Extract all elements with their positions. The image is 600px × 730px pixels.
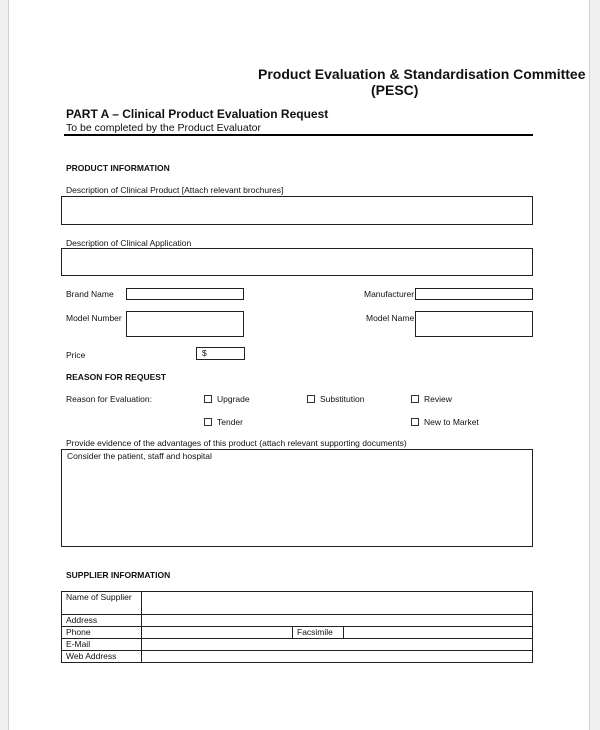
description-field[interactable] <box>61 196 533 225</box>
option-tender[interactable]: Tender <box>204 417 243 427</box>
email-field[interactable] <box>142 639 533 651</box>
option-review[interactable]: Review <box>411 394 452 404</box>
product-information-heading: PRODUCT INFORMATION <box>66 163 170 173</box>
brand-name-field[interactable] <box>126 288 244 300</box>
price-label: Price <box>66 350 86 360</box>
reason-for-evaluation-label: Reason for Evaluation: <box>66 394 152 404</box>
phone-label: Phone <box>62 627 142 639</box>
model-number-field[interactable] <box>126 311 244 337</box>
supplier-name-field[interactable] <box>142 592 533 615</box>
model-name-field[interactable] <box>415 311 533 337</box>
address-label: Address <box>62 615 142 627</box>
reason-for-request-heading: REASON FOR REQUEST <box>66 372 167 382</box>
model-name-label: Model Name <box>366 313 415 323</box>
supplier-name-label: Name of Supplier <box>62 592 142 615</box>
web-address-field[interactable] <box>142 651 533 663</box>
evidence-field[interactable]: Consider the patient, staff and hospital <box>61 449 533 547</box>
description-label: Description of Clinical Product [Attach relevant brochures] <box>66 185 284 195</box>
part-a-subheading: To be completed by the Product Evaluator <box>66 122 261 134</box>
table-row <box>62 615 533 627</box>
table-row <box>62 651 533 663</box>
supplier-information-heading: SUPPLIER INFORMATION <box>66 570 171 580</box>
email-label: E-Mail <box>62 639 142 651</box>
option-upgrade[interactable]: Upgrade <box>204 394 250 404</box>
supplier-table <box>61 591 533 663</box>
evidence-label: Provide evidence of the advantages of this product (attach relevant supporting documents) <box>66 438 407 448</box>
part-a-heading: PART A – Clinical Product Evaluation Request <box>66 107 329 121</box>
address-field[interactable] <box>142 615 533 627</box>
form-title-abbreviation: (PESC) <box>371 82 419 98</box>
option-substitution[interactable]: Substitution <box>307 394 364 404</box>
upgrade-checkbox[interactable] <box>204 395 212 403</box>
tender-checkbox[interactable] <box>204 418 212 426</box>
table-row <box>62 627 533 639</box>
web-address-label: Web Address <box>62 651 142 663</box>
option-new-to-market[interactable]: New to Market <box>411 417 479 427</box>
header-divider <box>64 134 533 136</box>
brand-name-label: Brand Name <box>66 289 114 299</box>
new-to-market-checkbox[interactable] <box>411 418 419 426</box>
facsimile-label: Facsimile <box>293 627 344 639</box>
model-number-label: Model Number <box>66 313 122 323</box>
phone-field[interactable] <box>142 627 293 639</box>
facsimile-field[interactable] <box>344 627 533 639</box>
form-page <box>8 0 590 730</box>
form-title: Product Evaluation & Standardisation Committee <box>258 66 586 82</box>
manufacturer-field[interactable] <box>415 288 533 300</box>
manufacturer-label: Manufacturer <box>364 289 415 299</box>
application-label: Description of Clinical Application <box>66 238 192 248</box>
table-row <box>62 592 533 615</box>
application-field[interactable] <box>61 248 533 276</box>
table-row <box>62 639 533 651</box>
review-checkbox[interactable] <box>411 395 419 403</box>
price-field[interactable]: $ <box>196 347 245 360</box>
substitution-checkbox[interactable] <box>307 395 315 403</box>
